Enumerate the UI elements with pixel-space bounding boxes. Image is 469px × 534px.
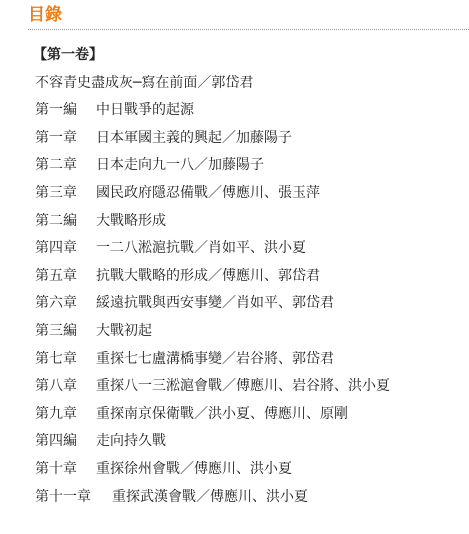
entry-title: 日本走向九一八／加藤陽子 — [96, 157, 264, 174]
volume-label: 【第一卷】 — [33, 47, 103, 63]
entry-title: 重探徐州會戰／傅應川、洪小夏 — [96, 460, 292, 477]
toc-entry-chapter-3[interactable] — [0, 180, 469, 208]
entry-title: 一二八淞滬抗戰／肖如平、洪小夏 — [96, 240, 306, 257]
entry-title: 大戰略形成 — [96, 212, 166, 229]
entry-label: 第八章 — [35, 378, 77, 395]
toc-entry-chapter-4[interactable] — [0, 235, 469, 263]
entry-title: 重探七七盧溝橋事變／岩谷將、郭岱君 — [96, 350, 334, 367]
entry-label: 第十一章 — [35, 488, 91, 505]
title-divider — [28, 29, 469, 30]
toc-list — [0, 42, 469, 511]
entry-label: 第四編 — [35, 433, 77, 450]
entry-title: 重探南京保衛戰／洪小夏、傅應川、原剛 — [96, 405, 348, 422]
toc-entry-chapter-6[interactable] — [0, 290, 469, 318]
entry-label: 第六章 — [35, 295, 77, 312]
entry-title: 綏遠抗戰與西安事變／肖如平、郭岱君 — [96, 295, 334, 312]
entry-label: 第五章 — [35, 267, 77, 284]
toc-entry-chapter-10[interactable] — [0, 456, 469, 484]
toc-entry-chapter-5[interactable] — [0, 263, 469, 291]
page-title: 目錄 — [28, 5, 62, 25]
entry-label: 第一章 — [35, 129, 77, 146]
volume-heading — [0, 42, 469, 70]
toc-entry-chapter-2[interactable] — [0, 152, 469, 180]
toc-entry-part-1[interactable] — [0, 97, 469, 125]
entry-title: 中日戰爭的起源 — [96, 102, 194, 119]
entry-label: 第二編 — [35, 212, 77, 229]
toc-entry-chapter-11[interactable] — [0, 484, 469, 512]
entry-label: 第一編 — [35, 102, 77, 119]
toc-entry-chapter-9[interactable] — [0, 401, 469, 429]
toc-header — [0, 0, 469, 30]
entry-title: 國民政府隱忍備戰／傅應川、張玉萍 — [96, 184, 320, 201]
entry-label: 第四章 — [35, 240, 77, 257]
preface-entry[interactable] — [0, 70, 469, 98]
entry-label: 第十章 — [35, 460, 77, 477]
toc-entry-chapter-1[interactable] — [0, 125, 469, 153]
entry-title: 日本軍國主義的興起／加藤陽子 — [96, 129, 292, 146]
entry-title: 大戰初起 — [96, 322, 152, 339]
entry-label: 第九章 — [35, 405, 77, 422]
toc-entry-part-3[interactable] — [0, 318, 469, 346]
entry-title: 走向持久戰 — [96, 433, 166, 450]
entry-label: 第三編 — [35, 322, 77, 339]
preface-title: 不容青史盡成灰─寫在前面／郭岱君 — [35, 74, 254, 91]
entry-label: 第七章 — [35, 350, 77, 367]
toc-entry-chapter-8[interactable] — [0, 373, 469, 401]
entry-title: 重探八一三淞滬會戰／傅應川、岩谷將、洪小夏 — [96, 378, 390, 395]
entry-title: 重探武漢會戰／傅應川、洪小夏 — [112, 488, 308, 505]
entry-label: 第三章 — [35, 184, 77, 201]
entry-label: 第二章 — [35, 157, 77, 174]
toc-entry-chapter-7[interactable] — [0, 346, 469, 374]
toc-entry-part-4[interactable] — [0, 428, 469, 456]
toc-entry-part-2[interactable] — [0, 208, 469, 236]
entry-title: 抗戰大戰略的形成／傅應川、郭岱君 — [96, 267, 320, 284]
